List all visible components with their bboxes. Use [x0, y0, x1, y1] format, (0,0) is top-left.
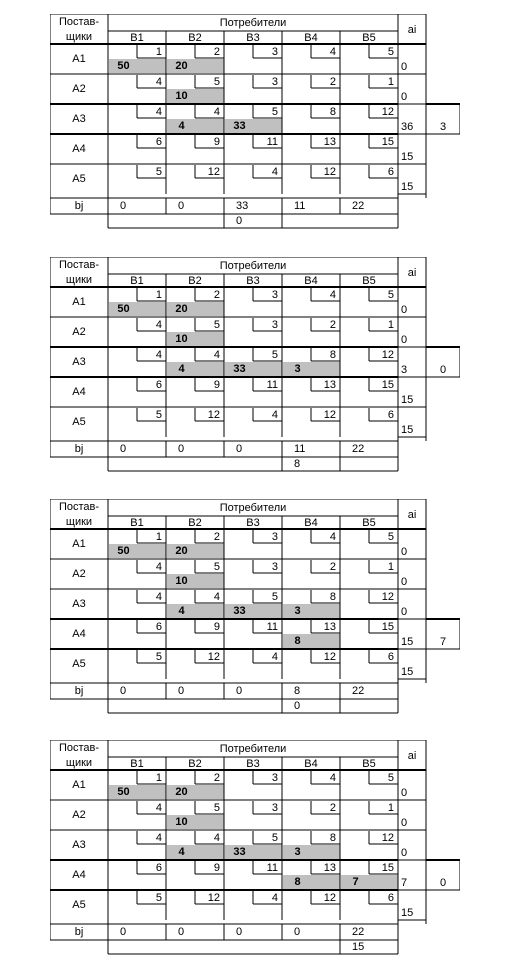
cost-value: 5: [213, 561, 220, 573]
bj-value: 0: [178, 926, 185, 938]
row-label-a4: A4: [72, 628, 86, 640]
bj-value: 0: [294, 926, 301, 938]
cost-value: 5: [213, 802, 220, 814]
cost-value: 1: [387, 802, 394, 814]
row-label-a1: A1: [72, 779, 86, 791]
cost-value: 2: [213, 531, 220, 543]
row-label-a4: A4: [72, 143, 86, 155]
allocation-value: 33: [233, 363, 246, 375]
allocation-value: 10: [175, 333, 188, 345]
column-header-b4: B4: [304, 517, 318, 529]
column-header-b1: B1: [130, 275, 144, 287]
bj-value: 0: [236, 926, 243, 938]
ai-value: 7: [401, 877, 408, 889]
bj-delta-value: 15: [352, 941, 365, 953]
allocation-value: 10: [175, 816, 188, 828]
allocation-value: 33: [233, 605, 246, 617]
cost-value: 2: [213, 46, 220, 58]
suppliers-header-line1: Постав-: [58, 16, 100, 28]
row-label-a5: A5: [72, 173, 86, 185]
suppliers-header-line2: щики: [65, 274, 93, 286]
column-header-b4: B4: [304, 758, 318, 770]
cost-value: 2: [329, 76, 336, 88]
ai-value: 0: [401, 576, 408, 588]
cost-value: 1: [155, 531, 162, 543]
cost-value: 6: [155, 621, 162, 633]
transport-table-step-3: [50, 499, 460, 715]
cost-value: 12: [381, 832, 394, 844]
cost-value: 5: [271, 591, 278, 603]
cost-value: 9: [213, 136, 220, 148]
column-header-b5: B5: [362, 517, 376, 529]
cost-value: 12: [381, 349, 394, 361]
cost-value: 1: [155, 289, 162, 301]
allocation-value: 3: [294, 846, 301, 858]
cost-value: 11: [266, 379, 278, 391]
cost-value: 2: [213, 772, 220, 784]
cost-value: 4: [155, 106, 162, 118]
row-label-a3: A3: [72, 356, 86, 368]
bj-value: 0: [120, 200, 127, 212]
bj-value: 0: [120, 443, 127, 455]
cost-value: 5: [387, 46, 394, 58]
cost-value: 5: [271, 349, 278, 361]
consumers-header: Потребители: [219, 17, 287, 29]
cost-value: 11: [266, 862, 278, 874]
row-label-a1: A1: [72, 538, 86, 550]
cost-value: 4: [271, 409, 278, 421]
bj-label: bj: [74, 926, 84, 938]
cost-value: 6: [155, 136, 162, 148]
transport-table-step-4: [50, 740, 460, 956]
cost-value: 8: [329, 349, 336, 361]
ai-value: 0: [401, 304, 408, 316]
cost-value: 4: [155, 349, 162, 361]
cost-value: 5: [271, 832, 278, 844]
bj-value: 33: [236, 200, 249, 212]
bj-value: 11: [294, 200, 306, 212]
cost-value: 4: [155, 832, 162, 844]
row-label-a5: A5: [72, 658, 86, 670]
cost-value: 3: [271, 289, 278, 301]
cost-value: 11: [266, 136, 278, 148]
suppliers-header-line2: щики: [65, 516, 93, 528]
cost-value: 4: [155, 76, 162, 88]
cost-value: 8: [329, 591, 336, 603]
cost-value: 5: [155, 892, 162, 904]
column-header-b3: B3: [246, 275, 260, 287]
bj-delta-value: 8: [294, 458, 301, 470]
column-header-b3: B3: [246, 758, 260, 770]
cost-value: 12: [323, 651, 336, 663]
column-header-b3: B3: [246, 32, 260, 44]
cost-value: 5: [213, 76, 220, 88]
allocation-value: 33: [233, 846, 246, 858]
cost-value: 2: [329, 561, 336, 573]
suppliers-header-line2: щики: [65, 757, 93, 769]
cost-value: 5: [213, 319, 220, 331]
cost-value: 12: [323, 409, 336, 421]
row-label-a4: A4: [72, 869, 86, 881]
ai-value: 15: [401, 666, 414, 678]
allocation-value: 10: [175, 90, 188, 102]
ai-header: ai: [407, 750, 417, 762]
bj-delta-value: 0: [236, 215, 243, 227]
cost-value: 4: [329, 772, 336, 784]
ai-value: 0: [401, 91, 408, 103]
cost-value: 4: [155, 319, 162, 331]
cost-value: 15: [381, 379, 394, 391]
ai-delta-value: 7: [439, 636, 447, 648]
column-header-b2: B2: [188, 517, 202, 529]
bj-label: bj: [74, 685, 84, 697]
bj-label: bj: [74, 443, 84, 455]
consumers-header: Потребители: [219, 502, 287, 514]
cost-value: 15: [381, 862, 394, 874]
cost-value: 5: [271, 106, 278, 118]
column-header-b1: B1: [130, 517, 144, 529]
allocation-value: 50: [117, 60, 130, 72]
allocation-value: 7: [352, 876, 359, 888]
allocation-value: 50: [117, 545, 130, 557]
suppliers-header-line1: Постав-: [58, 742, 100, 754]
allocation-value: 4: [178, 846, 185, 858]
cost-value: 4: [329, 289, 336, 301]
allocation-value: 50: [117, 303, 130, 315]
cost-value: 1: [387, 319, 394, 331]
cost-value: 1: [155, 772, 162, 784]
allocation-value: 33: [233, 120, 246, 132]
cost-value: 5: [155, 166, 162, 178]
column-header-b5: B5: [362, 275, 376, 287]
consumers-header: Потребители: [219, 743, 287, 755]
ai-delta-value: 3: [439, 121, 447, 133]
row-label-a5: A5: [72, 416, 86, 428]
ai-value: 15: [401, 151, 414, 163]
row-label-a2: A2: [72, 809, 86, 821]
ai-header: ai: [407, 267, 417, 279]
bj-value: 0: [178, 200, 185, 212]
cost-value: 1: [155, 46, 162, 58]
cost-value: 6: [387, 651, 394, 663]
ai-value: 36: [401, 121, 414, 133]
row-label-a5: A5: [72, 899, 86, 911]
cost-value: 12: [207, 651, 220, 663]
cost-value: 4: [213, 832, 220, 844]
cost-value: 4: [155, 591, 162, 603]
row-label-a2: A2: [72, 326, 86, 338]
column-header-b1: B1: [130, 758, 144, 770]
column-header-b3: B3: [246, 517, 260, 529]
cost-value: 13: [323, 862, 336, 874]
cost-value: 4: [271, 892, 278, 904]
bj-label: bj: [74, 200, 84, 212]
allocation-value: 4: [178, 605, 185, 617]
bj-value: 22: [352, 200, 365, 212]
cost-value: 3: [271, 561, 278, 573]
row-label-a1: A1: [72, 53, 86, 65]
ai-value: 15: [401, 394, 414, 406]
row-label-a2: A2: [72, 568, 86, 580]
cost-value: 6: [387, 892, 394, 904]
transport-table-step-2: [50, 257, 460, 473]
cost-value: 6: [155, 862, 162, 874]
column-header-b2: B2: [188, 32, 202, 44]
cost-value: 6: [155, 379, 162, 391]
allocation-value: 20: [175, 786, 188, 798]
ai-value: 0: [401, 334, 408, 346]
cost-value: 3: [271, 531, 278, 543]
allocation-value: 3: [294, 363, 301, 375]
column-header-b5: B5: [362, 758, 376, 770]
cost-value: 9: [213, 862, 220, 874]
cost-value: 4: [213, 106, 220, 118]
allocation-value: 20: [175, 545, 188, 557]
cost-value: 13: [323, 379, 336, 391]
column-header-b5: B5: [362, 32, 376, 44]
ai-value: 0: [401, 546, 408, 558]
ai-value: 3: [401, 364, 408, 376]
ai-value: 15: [401, 181, 414, 193]
allocation-value: 50: [117, 786, 130, 798]
cost-value: 4: [155, 802, 162, 814]
allocation-value: 20: [175, 60, 188, 72]
cost-value: 13: [323, 621, 336, 633]
cost-value: 4: [271, 166, 278, 178]
ai-delta-value: 0: [439, 877, 447, 889]
cost-value: 5: [387, 289, 394, 301]
cost-value: 3: [271, 319, 278, 331]
allocation-value: 4: [178, 363, 185, 375]
bj-value: 0: [236, 685, 243, 697]
bj-value: 0: [120, 926, 127, 938]
allocation-value: 3: [294, 605, 301, 617]
cost-value: 13: [323, 136, 336, 148]
bj-value: 0: [236, 443, 243, 455]
suppliers-header-line1: Постав-: [58, 501, 100, 513]
cost-value: 15: [381, 136, 394, 148]
allocation-value: 4: [178, 120, 185, 132]
cost-value: 5: [155, 409, 162, 421]
cost-value: 9: [213, 621, 220, 633]
allocation-value: 20: [175, 303, 188, 315]
cost-value: 8: [329, 832, 336, 844]
column-header-b1: B1: [130, 32, 144, 44]
suppliers-header-line1: Постав-: [58, 259, 100, 271]
cost-value: 12: [207, 409, 220, 421]
ai-value: 0: [401, 606, 408, 618]
cost-value: 8: [329, 106, 336, 118]
ai-value: 0: [401, 817, 408, 829]
ai-header: ai: [407, 509, 417, 521]
bj-value: 22: [352, 926, 365, 938]
bj-value: 8: [294, 685, 301, 697]
row-label-a1: A1: [72, 296, 86, 308]
cost-value: 6: [387, 166, 394, 178]
cost-value: 5: [387, 531, 394, 543]
column-header-b2: B2: [188, 758, 202, 770]
cost-value: 12: [207, 892, 220, 904]
cost-value: 11: [266, 621, 278, 633]
cost-value: 12: [381, 591, 394, 603]
bj-value: 22: [352, 685, 365, 697]
cost-value: 3: [271, 46, 278, 58]
cost-value: 4: [213, 349, 220, 361]
cost-value: 9: [213, 379, 220, 391]
ai-value: 15: [401, 424, 414, 436]
cost-value: 6: [387, 409, 394, 421]
row-label-a4: A4: [72, 386, 86, 398]
allocation-value: 8: [294, 876, 301, 888]
cost-value: 4: [213, 591, 220, 603]
cost-value: 3: [271, 802, 278, 814]
bj-value: 11: [294, 443, 306, 455]
row-label-a2: A2: [72, 83, 86, 95]
row-label-a3: A3: [72, 598, 86, 610]
cost-value: 5: [155, 651, 162, 663]
ai-value: 0: [401, 847, 408, 859]
allocation-value: 8: [294, 635, 301, 647]
cost-value: 12: [323, 166, 336, 178]
ai-header: ai: [407, 24, 417, 36]
cost-value: 2: [329, 319, 336, 331]
ai-value: 0: [401, 61, 408, 73]
cost-value: 4: [329, 46, 336, 58]
cost-value: 12: [381, 106, 394, 118]
bj-delta-value: 0: [294, 700, 301, 712]
suppliers-header-line2: щики: [65, 31, 93, 43]
transport-table-step-1: [50, 14, 460, 230]
bj-value: 22: [352, 443, 365, 455]
cost-value: 1: [387, 561, 394, 573]
cost-value: 12: [207, 166, 220, 178]
cost-value: 2: [329, 802, 336, 814]
bj-value: 0: [120, 685, 127, 697]
column-header-b4: B4: [304, 32, 318, 44]
cost-value: 3: [271, 76, 278, 88]
column-header-b4: B4: [304, 275, 318, 287]
ai-value: 0: [401, 787, 408, 799]
cost-value: 4: [155, 561, 162, 573]
bj-value: 0: [178, 685, 185, 697]
allocation-value: 10: [175, 575, 188, 587]
cost-value: 4: [271, 651, 278, 663]
bj-value: 0: [178, 443, 185, 455]
row-label-a3: A3: [72, 113, 86, 125]
ai-value: 15: [401, 636, 414, 648]
cost-value: 1: [387, 76, 394, 88]
cost-value: 5: [387, 772, 394, 784]
cost-value: 12: [323, 892, 336, 904]
cost-value: 3: [271, 772, 278, 784]
cost-value: 15: [381, 621, 394, 633]
ai-delta-value: 0: [439, 364, 447, 376]
cost-value: 2: [213, 289, 220, 301]
ai-value: 15: [401, 907, 414, 919]
consumers-header: Потребители: [219, 260, 287, 272]
row-label-a3: A3: [72, 839, 86, 851]
cost-value: 4: [329, 531, 336, 543]
column-header-b2: B2: [188, 275, 202, 287]
